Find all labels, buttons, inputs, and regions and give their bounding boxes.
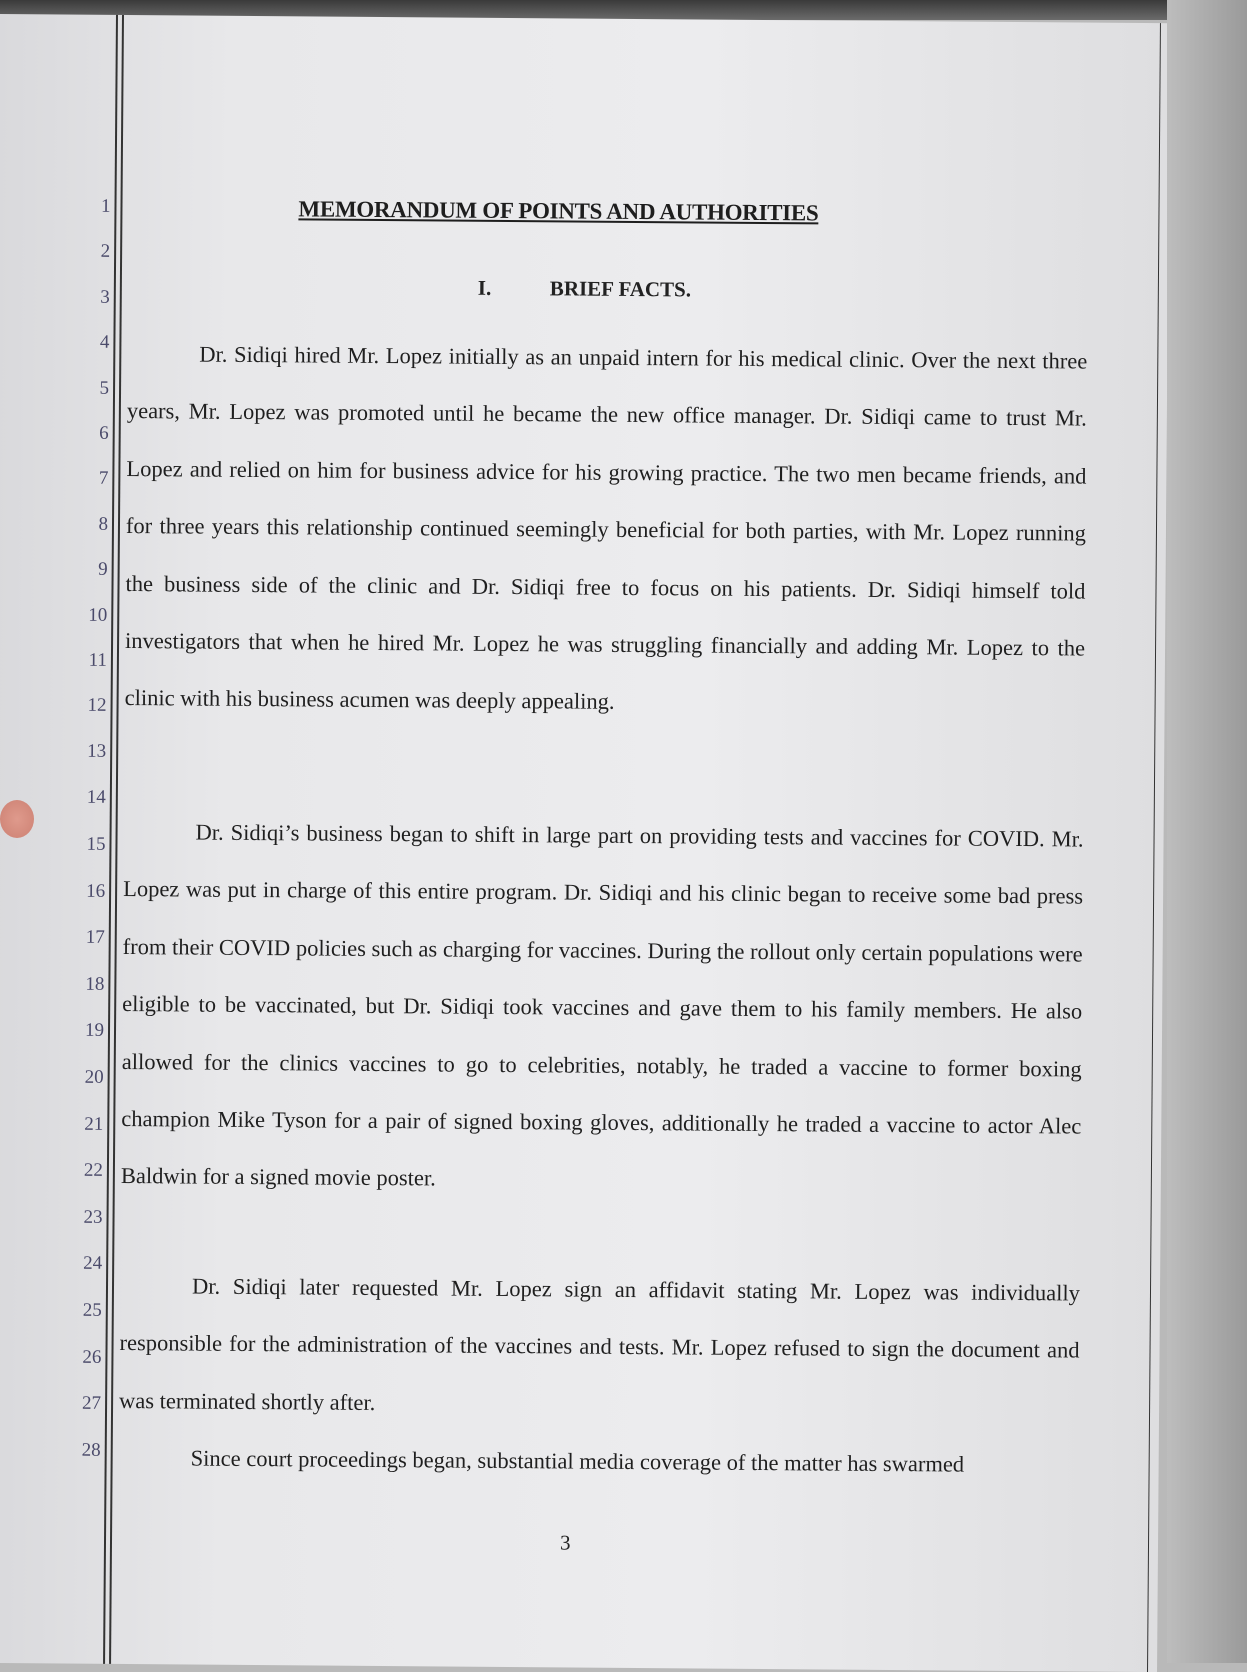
app-tray-icon (0, 800, 34, 838)
paragraph-3-block (119, 1257, 1080, 1437)
paragraph: Dr. Sidiqi hired Mr. Lopez initially as an unpaid intern for his medical clinic. Over the next three years, Mr. Lopez was promoted until he became the new office manager. Dr. Sidiqi came to trust Mr. Lopez and relied on him for business advice for his growing practice. The two men became friends, and for three years this relationship continued seemingly beneficial for both parties, with Mr. Lopez running the business side of the clinic and Dr. Sidiqi free to focus on his patients. Dr. Sidiqi himself told investigators that when he hired Mr. Lopez he was struggling financially and adding Mr. Lopez to the clinic with his business acumen was deeply appealing. (124, 325, 1087, 734)
line-number: 5 (57, 378, 109, 398)
paragraph: Since court proceedings began, substantial media coverage of the matter has swarmed (118, 1429, 1078, 1494)
line-number: 13 (54, 741, 106, 761)
document-title: MEMORANDUM OF POINTS AND AUTHORITIES (298, 196, 918, 227)
line-number: 2 (58, 242, 110, 262)
line-number: 4 (57, 333, 109, 353)
line-number: 20 (52, 1067, 104, 1087)
paragraph-2-block (121, 803, 1084, 1212)
line-number: 14 (54, 788, 106, 808)
line-number: 7 (56, 469, 108, 489)
line-number: 10 (55, 605, 107, 625)
line-number: 3 (58, 287, 110, 307)
line-number: 11 (55, 650, 107, 670)
screen-edge-shadow (1167, 0, 1247, 1663)
paragraph-4-block (118, 1429, 1078, 1494)
line-number: 18 (52, 974, 104, 994)
line-number: 21 (51, 1114, 103, 1134)
line-number: 23 (50, 1207, 102, 1227)
margin-rule-right (1147, 23, 1161, 1672)
line-number: 26 (49, 1347, 101, 1367)
line-number: 25 (50, 1300, 102, 1320)
line-number: 1 (58, 196, 110, 216)
section-number: I. (478, 276, 492, 301)
line-number: 19 (52, 1021, 104, 1041)
paragraph: Dr. Sidiqi later requested Mr. Lopez sign an affidavit stating Mr. Lopez was individually responsible for the administration of the vaccines and tests. Mr. Lopez refused to sign the document and was terminated shortly after. (119, 1257, 1080, 1437)
line-number: 22 (51, 1161, 103, 1181)
line-number: 6 (57, 423, 109, 443)
paragraph: Dr. Sidiqi’s business began to shift in large part on providing tests and vaccines for COVID. Mr. Lopez was put in charge of this entire program. Dr. Sidiqi and his clinic began to receive some bad press from their COVID policies such as charging for vaccines. During the rollout only certain populations were eligible to be vaccinated, but Dr. Sidiqi took vaccines and gave them to his family members. He also allowed for the clinics vaccines to go to celebrities, notably, he traded a vaccine to former boxing champion Mike Tyson for a pair of signed boxing gloves, additionally he traded a vaccine to actor Alec Baldwin for a signed movie poster. (121, 803, 1084, 1212)
document-page (0, 14, 1170, 1672)
line-number: 28 (49, 1440, 101, 1460)
line-number: 8 (56, 514, 108, 534)
line-number: 15 (53, 834, 105, 854)
page-number: 3 (560, 1530, 571, 1555)
line-number: 16 (53, 881, 105, 901)
section-title: BRIEF FACTS. (550, 276, 691, 302)
line-number: 12 (54, 696, 106, 716)
paragraph-1-block (124, 325, 1087, 734)
line-number: 17 (53, 928, 105, 948)
line-number: 24 (50, 1254, 102, 1274)
line-number: 27 (49, 1394, 101, 1414)
line-number: 9 (56, 560, 108, 580)
